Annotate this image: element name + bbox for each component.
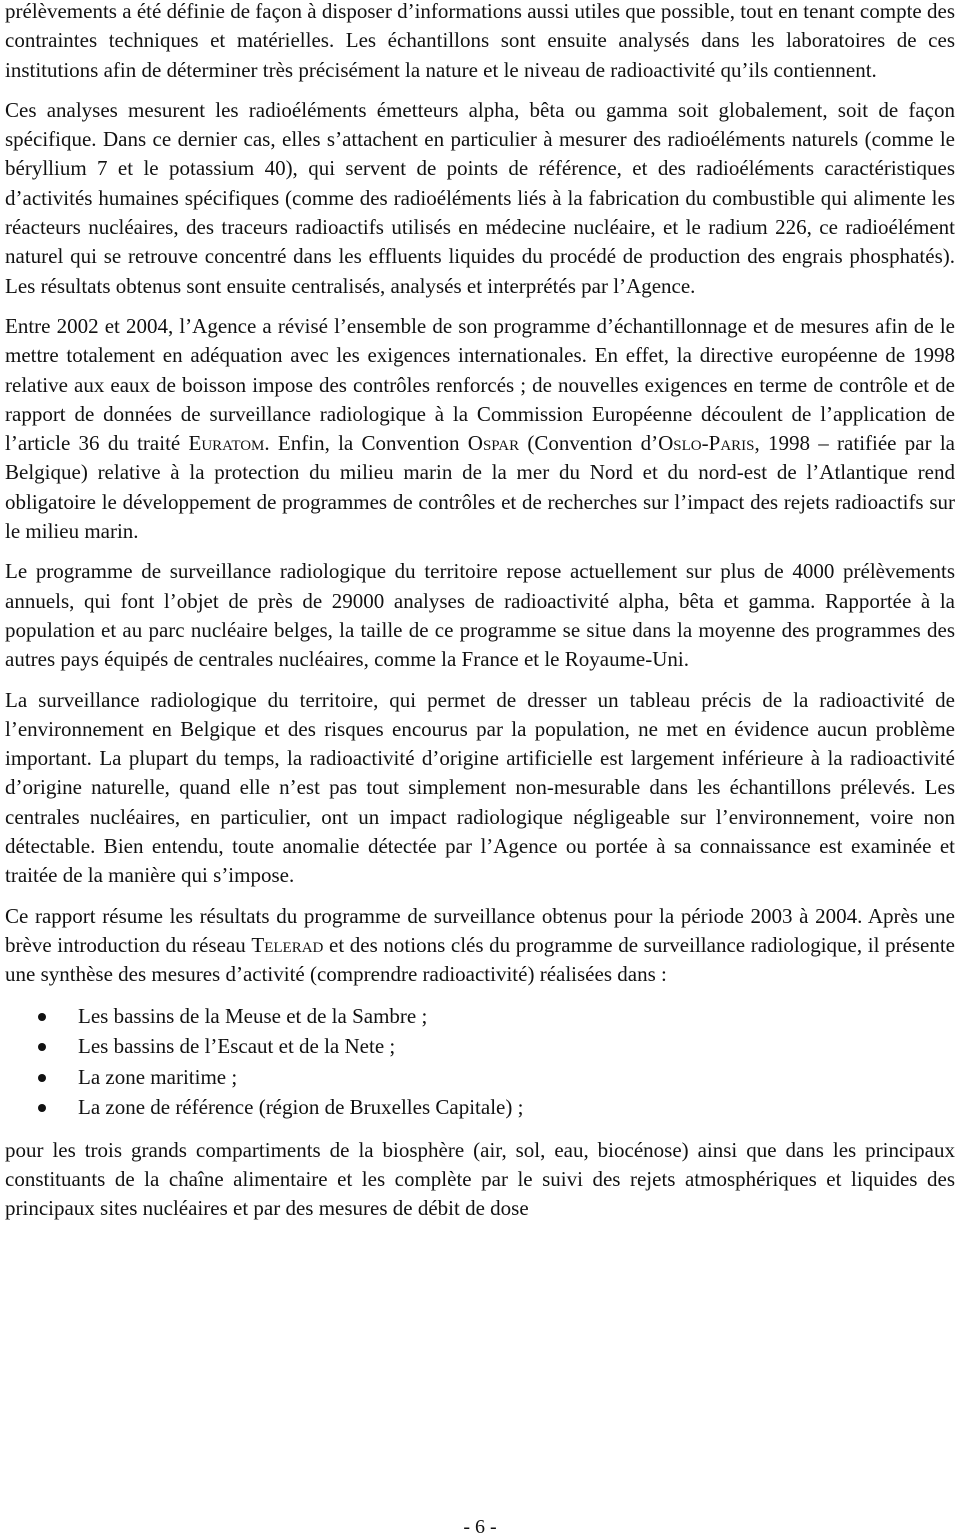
- paragraph-text: prélèvements a été définie de façon à disposer d’informations aussi utiles que possible, tout en tenant compte des contraintes techniques et matérielles. Les échantillons sont ensuite analysés dans les laboratoires de ces institutions afin de déterminer très précisément la nature et le niveau de radioactivité qu’ils contiennent.: [5, 0, 955, 82]
- paragraph-text: Ce rapport résume les résultats du programme de surveillance obtenus pour la période 2003 à 2004. Après une brève introduction du réseau: [5, 903, 955, 957]
- list-item: [5, 1031, 955, 1062]
- paragraph-text: Entre 2002 et 2004, l’Agence a révisé l’ensemble de son programme d’échantillonnage et de mesures afin de le mettre totalement en adéquation avec les exigences internationales. En effet, la directive européenne de 1998 relative aux eaux de boisson impose des contrôles renforcés ; de nouvelles exigences en terme de contrôle et de rapport de données de surveillance radiologique à la Commission Européenne découlent de l’application de l’article 36 du traité: [5, 313, 955, 456]
- acronym-paris: Paris: [708, 431, 755, 456]
- list-item: [5, 1001, 955, 1032]
- acronym-euratom: Euratom: [188, 431, 265, 456]
- paragraph-analyses: [5, 96, 955, 301]
- paragraph-text: Le programme de surveillance radiologique du territoire repose actuellement sur plus de 4000 prélèvements annuels, qui font l’objet de près de 29000 analyses de radioactivité alpha, bêta et gamma. Rapportée à la population et au parc nucléaire belges, la taille de ce programme se situe dans la moyenne des programmes des autres pays équipés de centrales nucléaires, comme la France et le Royaume-Uni.: [5, 559, 955, 672]
- paragraph-revision: [5, 312, 955, 546]
- list-item-text: La zone maritime ;: [78, 1064, 238, 1089]
- list-item-text: Les bassins de la Meuse et de la Sambre ;: [78, 1003, 428, 1028]
- bullet-icon: [38, 1104, 46, 1112]
- paragraph-text: -: [701, 431, 709, 456]
- paragraph-text: La surveillance radiologique du territoire, qui permet de dresser un tableau précis de la radioactivité de l’environnement en Belgique et des risques encourus par la population, ne met en évidence aucun problème important. La plupart du temps, la radioactivité d’origine artificielle est largement inférieure à la radioactivité d’origine naturelle, quand elle n’est pas tout simplement non-mesurable dans les échantillons prélevés. Les centrales nucléaires, en particulier, ont un impact radiologique négligeable sur l’environnement, voire non détectable. Bien entendu, toute anomalie détectée par l’Agence ou portée à sa connaissance est examinée et traitée de la manière qui s’impose.: [5, 687, 955, 888]
- paragraph-report-summary: [5, 902, 955, 990]
- acronym-ospar: Ospar: [467, 431, 520, 456]
- paragraph-text: et des notions clés du programme de surveillance radiologique, il présente une synthèse des mesures d’activité (comprendre radioactivité) réalisées dans :: [5, 932, 955, 987]
- paragraph-text: Ces analyses mesurent les radioéléments émetteurs alpha, bêta ou gamma soit globalement, soit de façon spécifique. Dans ce dernier cas, elles s’attachent en particulier à mesurer des radioéléments naturels (comme le béryllium 7 et le potassium 40), qui servent de points de référence, et des radioéléments caractéristiques d’activités humaines spécifiques (comme des radioéléments liés à la fabrication du combustible qui alimente les réacteurs nucléaires, des traceurs radioactifs utilisés en médecine nucléaire, et le radium 226, ce radioélément naturel qui se retrouve concentré dans les effluents liquides du procédé de production des engrais phosphatés). Les résultats obtenus sont ensuite centralisés, analysés et interprétés par l’Agence.: [5, 97, 955, 298]
- bullet-icon: [38, 1043, 46, 1051]
- acronym-telerad: Telerad: [251, 932, 324, 957]
- list-item-text: Les bassins de l’Escaut et de la Nete ;: [78, 1034, 396, 1058]
- acronym-oslo: Oslo: [658, 431, 702, 456]
- paragraph-text: (Convention d’: [519, 431, 659, 456]
- bullet-icon: [38, 1013, 46, 1021]
- document-page: [5, 0, 955, 1234]
- bullet-icon: [38, 1074, 46, 1082]
- list-item: [5, 1062, 955, 1093]
- list-item-text: La zone de référence (région de Bruxelles Capitale) ;: [78, 1095, 524, 1119]
- paragraph-sampling: [5, 0, 955, 85]
- paragraph-text: . Enfin, la Convention: [264, 431, 468, 456]
- paragraph-programme: [5, 557, 955, 674]
- paragraph-compartments: [5, 1136, 955, 1224]
- zone-list: [5, 1001, 955, 1123]
- page-number: - 6 -: [463, 1516, 497, 1538]
- paragraph-surveillance: [5, 686, 955, 891]
- paragraph-text: , 1998 – ratifiée par la Belgique) relative à la protection du milieu marin de la mer du Nord et du nord-est de l’Atlantique rend obligatoire le développement de programmes de contrôles et de recherches sur l’impact des rejets radioactifs sur le milieu marin.: [5, 431, 956, 544]
- list-item: [5, 1092, 955, 1123]
- paragraph-text: pour les trois grands compartiments de la biosphère (air, sol, eau, biocénose) ainsi que dans les principaux constituants de la chaîne alimentaire et les complète par le suivi des rejets atmosphériques et liquides des principaux sites nucléaires et par des mesures de débit de dose: [5, 1137, 955, 1221]
